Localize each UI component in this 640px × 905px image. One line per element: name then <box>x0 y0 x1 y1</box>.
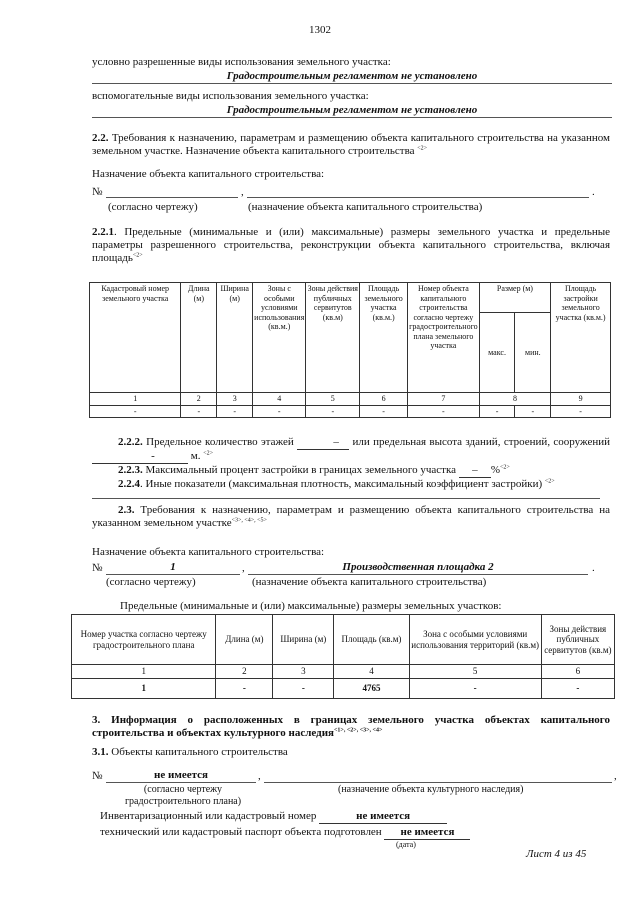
header-easement-zones: Зоны действия публичных сервитутов (кв.м) <box>541 615 614 665</box>
caption-heritage-purpose: (назначение объекта культурного наследия) <box>338 784 524 795</box>
caption-according-drawing: (согласно чертежу) <box>108 201 198 213</box>
object-number-line <box>106 197 238 198</box>
passport-row: технический или кадастровый паспорт объекта подготовлен не имеется <box>100 826 470 840</box>
page-number: 1302 <box>309 24 331 36</box>
header-object-number: Номер объекта капитального строительства согласно чертежу градостроительного плана земельного участка <box>408 283 480 393</box>
table-cell: - <box>306 405 360 418</box>
header-area: Площадь (кв.м) <box>334 615 409 665</box>
parameters-table <box>89 282 611 418</box>
other-indicators-line <box>92 498 600 499</box>
header-width: Ширина (м) <box>217 283 253 393</box>
plot-sizes-table <box>71 614 615 699</box>
table-cell: 4765 <box>334 678 409 698</box>
table-cell: 3 <box>273 665 334 679</box>
object-purpose-line <box>248 574 588 575</box>
number-sign: № <box>92 186 103 198</box>
table-cell: 5 <box>409 665 541 679</box>
number-sign: № <box>92 562 103 574</box>
caption-object-purpose: (назначение объекта капитального строительства) <box>248 201 483 213</box>
inventory-row: Инвентаризационный или кадастровый номер не имеется <box>100 810 447 824</box>
divider <box>92 117 612 118</box>
caption-according-drawing: (согласно чертежу градостроительного плана) <box>124 784 242 807</box>
comma: , <box>258 770 261 782</box>
table-cell: 1 <box>72 665 216 679</box>
header-length: Длина (м) <box>181 283 217 393</box>
comma: , <box>242 562 245 574</box>
table-cell: 5 <box>306 393 360 406</box>
header-special-zones: Зоны с особыми условиями использования (кв.м.) <box>253 283 306 393</box>
table-cell: 4 <box>334 665 409 679</box>
header-plot-area: Площадь земельного участка (кв.м.) <box>360 283 408 393</box>
header-max: макс. <box>479 313 515 393</box>
header-min: мин. <box>515 313 551 393</box>
table-cell: 1 <box>90 393 181 406</box>
table-cell: 8 <box>479 393 551 406</box>
object-number-value: не имеется <box>154 769 208 781</box>
table-cell: 1 <box>72 678 216 698</box>
section-3-1-title: 3.1. Объекты капитального строительства <box>92 746 288 758</box>
table-cell: 9 <box>551 393 611 406</box>
table-cell: 7 <box>408 393 480 406</box>
table-cell: - <box>216 678 273 698</box>
section-2-2-4-text: 2.2.4. Иные показатели (максимальная плотность, максимальный коэффициент застройки) $^{<2>}$ <box>118 478 555 490</box>
number-sign: № <box>92 770 103 782</box>
section-2-3-text: 2.3. Требования к назначению, параметрам и размещению объекта капитального строительства на указанном земельном участке$^{<3>, <4>, <5>}$ <box>92 504 610 529</box>
table-cell: - <box>541 678 614 698</box>
section-2-2-2-text: 2.2.2. Предельное количество этажей – или предельная высота зданий, строений, сооружений - м. $^{<2>}$ <box>92 436 610 464</box>
object-number-line <box>106 782 256 783</box>
auxiliary-use-label: вспомогательные виды использования земельного участка: <box>92 90 369 102</box>
table-cell: 3 <box>217 393 253 406</box>
table-cell: - <box>360 405 408 418</box>
section-2-2-3-text: 2.2.3. Максимальный процент застройки в границах земельного участка – %$^{<2>}$ <box>118 464 510 476</box>
table-cell: - <box>253 405 306 418</box>
table-cell: 4 <box>253 393 306 406</box>
section-2-2-purpose-label: Назначение объекта капитального строительства: <box>92 168 325 180</box>
object-number-line <box>106 574 240 575</box>
permitted-use-label: условно разрешенные виды использования земельного участка: <box>92 56 391 68</box>
table-cell: 2 <box>216 665 273 679</box>
object-purpose-line <box>247 197 589 198</box>
table-cell: - <box>409 678 541 698</box>
caption-according-drawing: (согласно чертежу) <box>106 576 196 588</box>
object-name: Производственная площадка 2 <box>342 561 494 573</box>
section-2-2-1-text: 2.2.1. Предельные (минимальные и (или) максимальные) размеры земельного участка и предельные параметры разрешенного строительства, реконструкции объекта капитального строительства, включая площадь$^{<2>}$ <box>92 226 610 264</box>
table-cell: - <box>515 405 551 418</box>
section-2-3-purpose-label: Назначение объекта капитального строительства: <box>92 546 325 558</box>
table-cell: - <box>479 405 515 418</box>
table-cell: - <box>551 405 611 418</box>
plot-table-title: Предельные (минимальные и (или) максимальные) размеры земельных участков: <box>120 600 502 612</box>
table-cell: - <box>408 405 480 418</box>
header-built-area: Площадь застройки земельного участка (кв.м.) <box>551 283 611 393</box>
auxiliary-use-value: Градостроительным регламентом не установлено <box>226 104 478 116</box>
table-cell: - <box>90 405 181 418</box>
period: . <box>592 186 595 198</box>
section-3-title: 3. Информация о расположенных в границах земельного участка объектах капитального строительства и объектах культурного наследия$^{<1>, <2>, <3>, <4>}$ <box>92 714 610 739</box>
caption-object-purpose: (назначение объекта капитального строительства) <box>252 576 487 588</box>
object-purpose-line <box>264 782 612 783</box>
period: . <box>592 562 595 574</box>
table-cell: - <box>273 678 334 698</box>
header-width: Ширина (м) <box>273 615 334 665</box>
header-length: Длина (м) <box>216 615 273 665</box>
header-special-zone: Зона с особыми условиями использования территорий (кв.м) <box>409 615 541 665</box>
table-cell: 6 <box>360 393 408 406</box>
header-plot-number: Номер участка согласно чертежу градостроительного плана <box>72 615 216 665</box>
section-2-2-text: 2.2. Требования к назначению, параметрам и размещению объекта капитального строительства на указанном земельном участке. Назначение объекта капитального строительства $^{<2>}$ <box>92 132 610 157</box>
header-easement-zones: Зоны действия публичных сервитутов (кв.м) <box>306 283 360 393</box>
date-caption: (дата) <box>396 840 416 849</box>
divider <box>92 83 612 84</box>
header-size: Размер (м) <box>479 283 551 313</box>
table-cell: - <box>217 405 253 418</box>
permitted-use-value: Градостроительным регламентом не установлено <box>226 70 478 82</box>
sheet-counter: Лист 4 из 45 <box>526 848 587 860</box>
table-cell: 6 <box>541 665 614 679</box>
comma: , <box>614 770 617 782</box>
comma: , <box>241 186 244 198</box>
object-number: 1 <box>170 561 176 573</box>
table-cell: 2 <box>181 393 217 406</box>
table-cell: - <box>181 405 217 418</box>
header-cadastral-number: Кадастровый номер земельного участка <box>90 283 181 393</box>
